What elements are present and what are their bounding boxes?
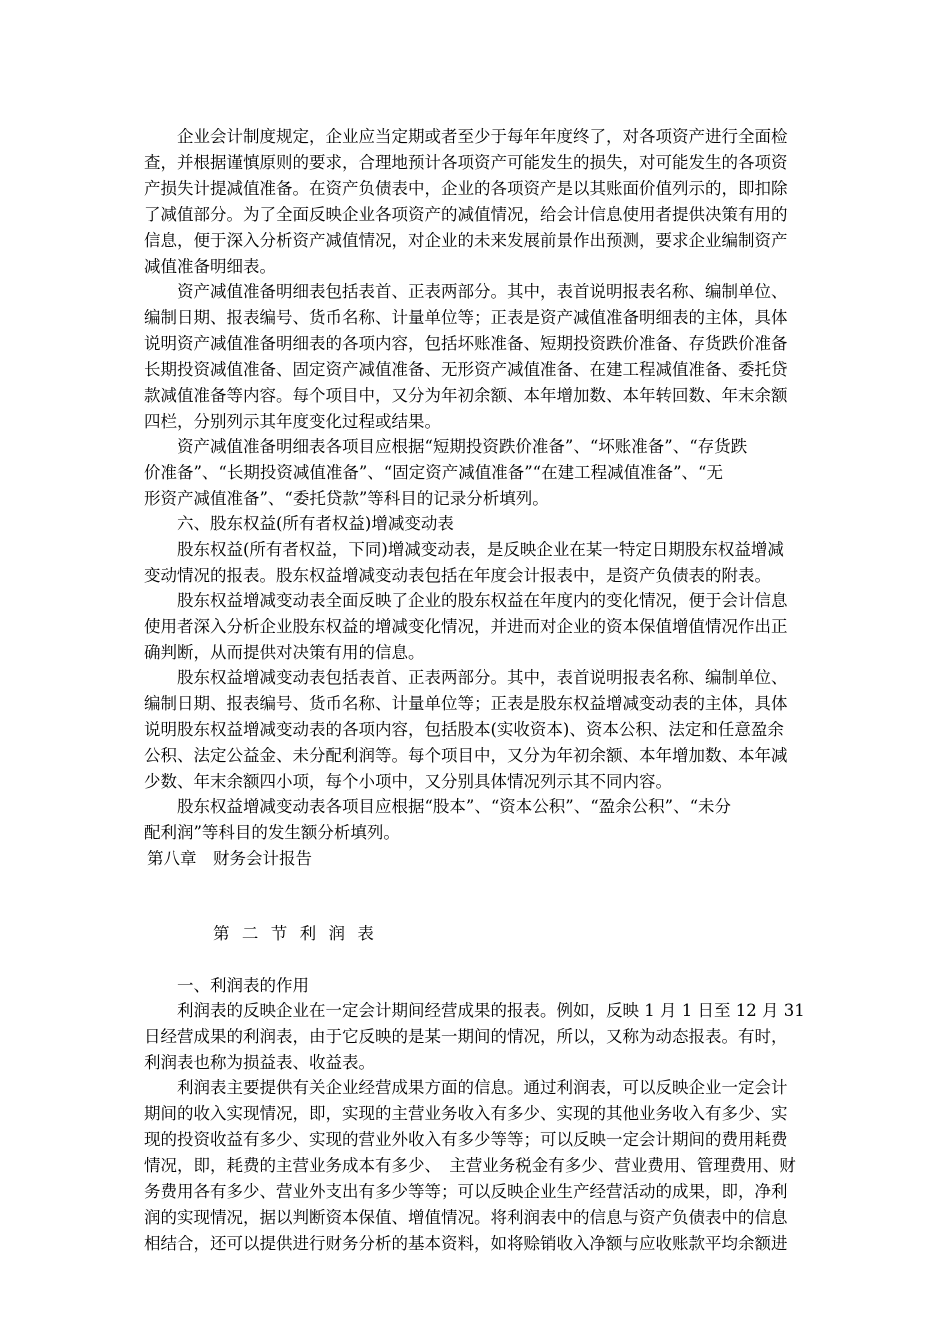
section-title: 第二节利润表 bbox=[213, 924, 387, 943]
text-line: 企业会计制度规定，企业应当定期或者至少于每年年度终了，对各项资产进行全面检 bbox=[177, 127, 788, 146]
text-line: 少数、年末余额四小项，每个小项中，又分别具体情况列示其不同内容。 bbox=[144, 772, 672, 791]
text-line: 四栏，分别列示其年度变化过程或结果。 bbox=[144, 412, 441, 431]
text-line: 使用者深入分析企业股东权益的增减变化情况，并进而对企业的资本保值增值情况作出正 bbox=[144, 617, 788, 636]
text-line: 款减值准备等内容。每个项目中，又分为年初余额、本年增加数、本年转回数、年末余额 bbox=[144, 386, 788, 405]
text-line: 情况，即，耗费的主营业务成本有多少、 主营业务税金有多少、营业费用、管理费用、财 bbox=[144, 1156, 796, 1175]
text-line: 说明资产减值准备明细表的各项内容，包括坏账准备、短期投资跌价准备、存货跌价准备 bbox=[144, 334, 788, 353]
text-line: 信息，便于深入分析资产减值情况，对企业的未来发展前景作出预测，要求企业编制资产 bbox=[144, 231, 788, 250]
text-line: 现的投资收益有多少、实现的营业外收入有多少等等；可以反映一定会计期间的费用耗费 bbox=[144, 1130, 788, 1149]
text-line: 股东权益(所有者权益，下同)增减变动表，是反映企业在某一特定日期股东权益增减 bbox=[177, 540, 784, 559]
subsection-heading: 一、利润表的作用 bbox=[177, 976, 309, 995]
text-line: 股东权益增减变动表包括表首、正表两部分。其中，表首说明报表名称、编制单位、 bbox=[177, 668, 788, 687]
text-line: 利润表也称为损益表、收益表。 bbox=[144, 1053, 375, 1072]
text-line: 利润表主要提供有关企业经营成果方面的信息。通过利润表，可以反映企业一定会计 bbox=[177, 1078, 788, 1097]
text-line: 相结合，还可以提供进行财务分析的基本资料，如将赊销收入净额与应收账款平均余额进 bbox=[144, 1234, 788, 1253]
text-line: 形资产减值准备”、“委托贷款”等科目的记录分析填列。 bbox=[144, 489, 549, 508]
text-line: 资产减值准备明细表包括表首、正表两部分。其中，表首说明报表名称、编制单位、 bbox=[177, 282, 788, 301]
text-line: 润的实现情况，据以判断资本保值、增值情况。将利润表中的信息与资产负债表中的信息 bbox=[144, 1208, 788, 1227]
text-line: 配利润”等科目的发生额分析填列。 bbox=[144, 823, 400, 842]
section-heading: 六、股东权益(所有者权益)增减变动表 bbox=[177, 514, 454, 533]
text-line: 编制日期、报表编号、货币名称、计量单位等；正表是资产减值准备明细表的主体，具体 bbox=[144, 308, 788, 327]
text-line: 减值准备明细表。 bbox=[144, 257, 276, 276]
text-line: 资产减值准备明细表各项目应根据“短期投资跌价准备”、“坏账准备”、“存货跌 bbox=[177, 437, 748, 456]
text-line: 查，并根据谨慎原则的要求，合理地预计各项资产可能发生的损失，对可能发生的各项资 bbox=[144, 153, 788, 172]
text-line: 产损失计提减值准备。在资产负债表中，企业的各项资产是以其账面价值列示的，即扣除 bbox=[144, 179, 788, 198]
text-line: 了减值部分。为了全面反映企业各项资产的减值情况，给会计信息使用者提供决策有用的 bbox=[144, 205, 788, 224]
text-line: 利润表的反映企业在一定会计期间经营成果的报表。例如，反映 1 月 1 日至 12 月 31 bbox=[177, 1001, 805, 1020]
text-line: 长期投资减值准备、固定资产减值准备、无形资产减值准备、在建工程减值准备、委托贷 bbox=[144, 360, 788, 379]
text-line: 价准备”、“长期投资减值准备”、“固定资产减值准备”“在建工程减值准备”、“无 bbox=[144, 463, 723, 482]
text-line: 股东权益增减变动表各项目应根据“股本”、“资本公积”、“盈余公积”、“未分 bbox=[177, 797, 732, 816]
text-line: 务费用各有多少、营业外支出有多少等等；可以反映企业生产经营活动的成果，即，净利 bbox=[144, 1182, 788, 1201]
text-line: 公积、法定公益金、未分配利润等。每个项目中，又分为年初余额、本年增加数、本年减 bbox=[144, 746, 788, 765]
text-line: 日经营成果的利润表，由于它反映的是某一期间的情况，所以，又称为动态报表。有时， bbox=[144, 1027, 788, 1046]
text-line: 期间的收入实现情况，即，实现的主营业务收入有多少、实现的其他业务收入有多少、实 bbox=[144, 1104, 788, 1123]
text-line: 股东权益增减变动表全面反映了企业的股东权益在年度内的变化情况，便于会计信息 bbox=[177, 591, 788, 610]
text-line: 确判断，从而提供对决策有用的信息。 bbox=[144, 643, 425, 662]
chapter-heading: 第八章 财务会计报告 bbox=[147, 849, 312, 868]
text-line: 编制日期、报表编号、货币名称、计量单位等；正表是股东权益增减变动表的主体，具体 bbox=[144, 694, 788, 713]
text-line: 变动情况的报表。股东权益增减变动表包括在年度会计报表中，是资产负债表的附表。 bbox=[144, 566, 771, 585]
text-line: 说明股东权益增减变动表的各项内容，包括股本(实收资本)、资本公积、法定和任意盈余 bbox=[144, 720, 784, 739]
